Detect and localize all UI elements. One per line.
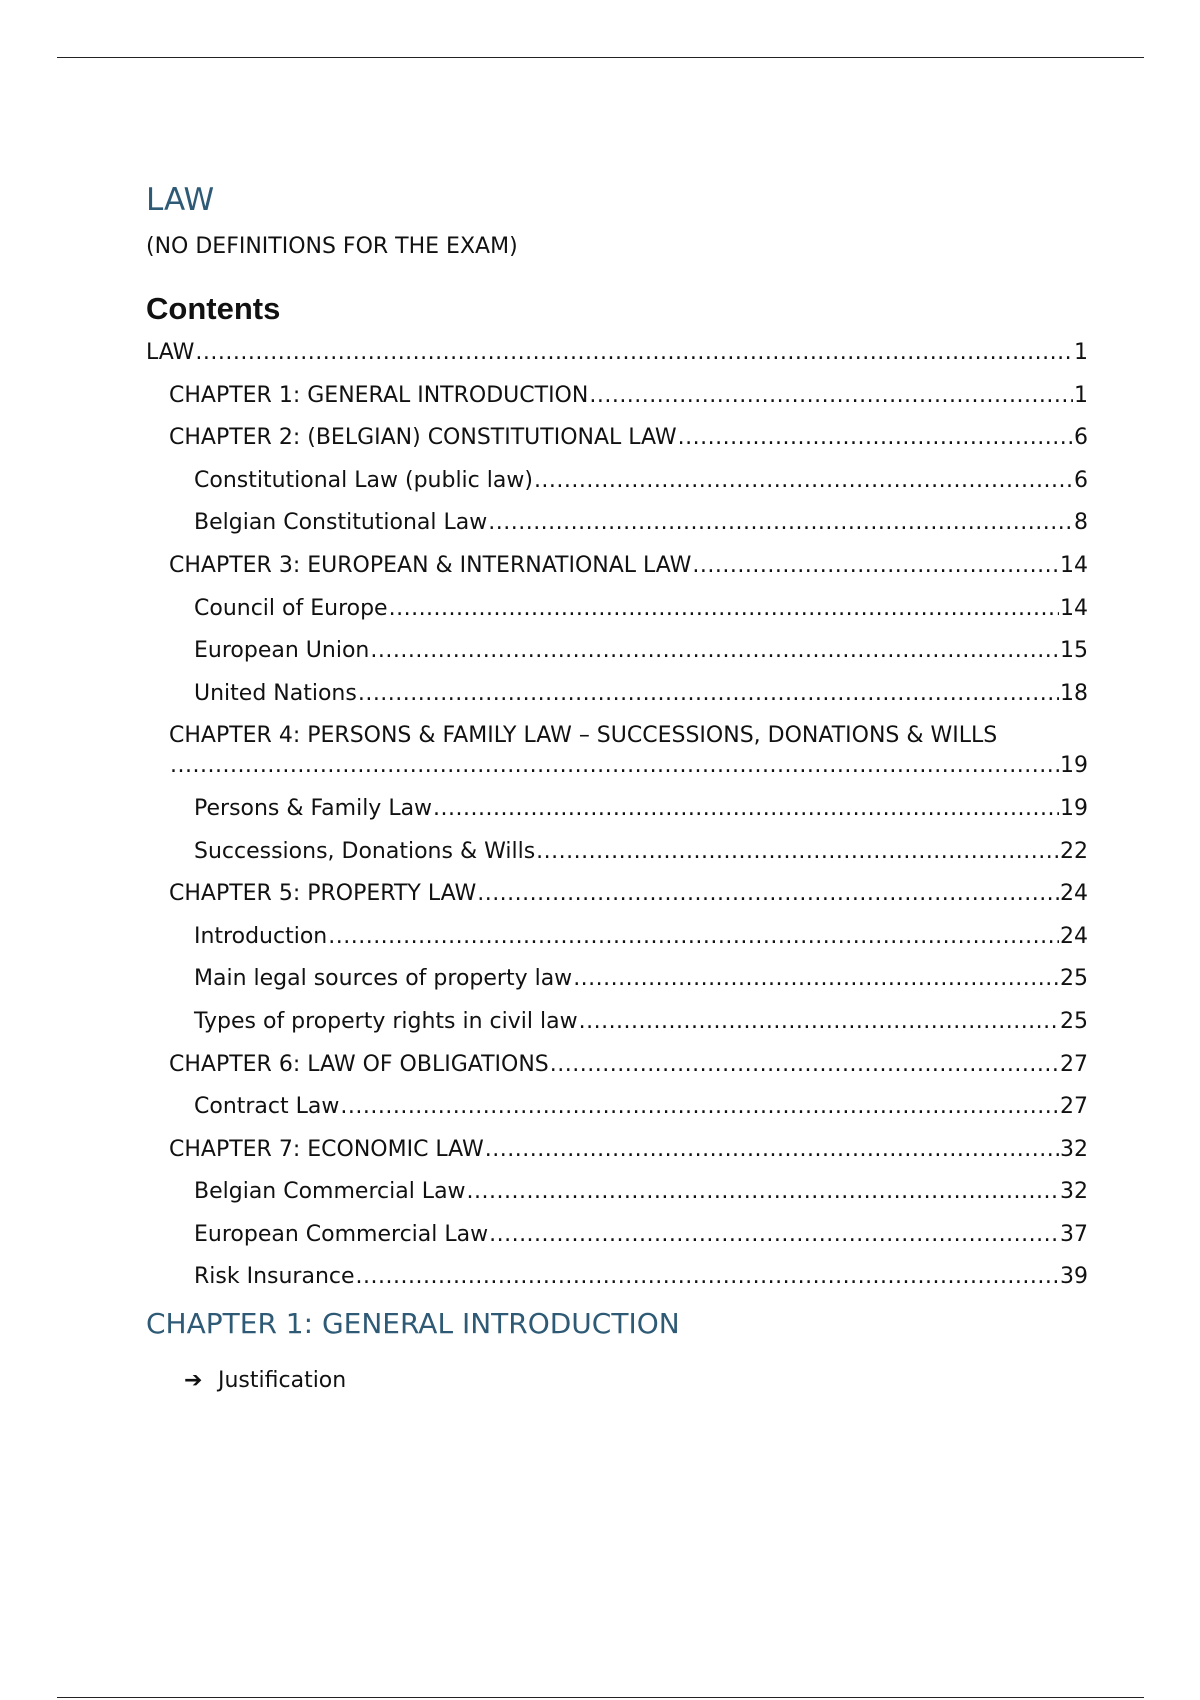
toc-entry-label: Persons & Family Law: [194, 795, 433, 821]
toc-entry[interactable]: [146, 466, 1088, 496]
toc-entry-page: 14: [1060, 552, 1088, 578]
toc-entry-label: Belgian Constitutional Law: [194, 510, 488, 536]
toc-entry-label: CHAPTER 7: ECONOMIC LAW: [169, 1136, 484, 1162]
toc-entry[interactable]: [146, 721, 1088, 781]
toc-entry[interactable]: [146, 922, 1088, 952]
toc-entry-label: CHAPTER 1: GENERAL INTRODUCTION: [169, 382, 589, 408]
toc-entry-label: CHAPTER 5: PROPERTY LAW: [169, 881, 477, 907]
toc-entry-page: 8: [1074, 510, 1088, 536]
toc-entry-page: 24: [1060, 881, 1088, 907]
toc-entry-label: Constitutional Law (public law): [194, 467, 533, 493]
toc-entry-label: Contract Law: [194, 1094, 340, 1120]
toc-entry-page: 14: [1060, 595, 1088, 621]
toc-dot-leader: [433, 794, 1059, 824]
footer-rule: [57, 1697, 1144, 1698]
toc-entry[interactable]: [146, 508, 1088, 538]
toc-entry-label: CHAPTER 4: PERSONS & FAMILY LAW – SUCCESSIONS, DONATIONS & WILLS: [169, 723, 998, 749]
toc-entry[interactable]: [146, 1007, 1088, 1037]
toc-entry[interactable]: [146, 423, 1088, 453]
toc-entry-label: LAW: [146, 340, 195, 365]
arrow-right-icon: ➔: [184, 1368, 203, 1394]
toc-entry[interactable]: [146, 794, 1088, 824]
header-rule: [57, 57, 1144, 58]
toc-entry-page: 24: [1060, 923, 1088, 949]
toc-entry-continuation: [169, 751, 1088, 781]
toc-dot-leader: [536, 837, 1059, 867]
toc-dot-leader: [678, 423, 1073, 453]
toc-dot-leader: [485, 1135, 1059, 1165]
toc-entry[interactable]: [146, 964, 1088, 994]
toc-dot-leader: [692, 551, 1059, 581]
toc-dot-leader: [195, 338, 1073, 368]
toc-entry-page: 6: [1074, 467, 1088, 493]
toc-entry-label: CHAPTER 3: EUROPEAN & INTERNATIONAL LAW: [169, 552, 692, 578]
page-content: [146, 180, 1088, 1396]
toc-dot-leader: [370, 636, 1059, 666]
toc-dot-leader: [579, 1007, 1059, 1037]
toc-entry-page: 1: [1074, 382, 1088, 408]
toc-entry-label: European Commercial Law: [194, 1221, 489, 1247]
document-subtitle: (NO DEFINITIONS FOR THE EXAM): [146, 234, 518, 259]
toc-entry-label: Council of Europe: [194, 595, 388, 621]
toc-entry[interactable]: [146, 1050, 1088, 1080]
toc-dot-leader: [534, 466, 1073, 496]
toc-entry-label: Risk Insurance: [194, 1264, 355, 1290]
toc-entry-page: 6: [1074, 425, 1088, 451]
toc-entry-label: Introduction: [194, 923, 328, 949]
toc-dot-leader: [340, 1092, 1059, 1122]
toc-entry[interactable]: [146, 1135, 1088, 1165]
toc-entry-page: 39: [1060, 1264, 1088, 1290]
toc-dot-leader: [328, 922, 1059, 952]
toc-entry-page: 25: [1060, 966, 1088, 992]
toc-entry[interactable]: [146, 636, 1088, 666]
toc-entry-page: 27: [1060, 1094, 1088, 1120]
toc-entry[interactable]: [146, 1177, 1088, 1207]
toc-dot-leader: [550, 1050, 1059, 1080]
toc-dot-leader: [358, 679, 1059, 709]
toc-entry-label: CHAPTER 2: (BELGIAN) CONSTITUTIONAL LAW: [169, 425, 677, 451]
toc-entry-page: 32: [1060, 1136, 1088, 1162]
contents-heading: Contents: [146, 291, 281, 326]
toc-entry[interactable]: [146, 837, 1088, 867]
toc-entry-page: 15: [1060, 638, 1088, 664]
document-title: LAW: [146, 182, 215, 218]
toc-dot-leader: [589, 381, 1073, 411]
toc-dot-leader: [356, 1262, 1059, 1292]
toc-dot-leader: [489, 1220, 1059, 1250]
toc-entry-label: Types of property rights in civil law: [194, 1008, 578, 1034]
toc-entry-page: 18: [1060, 680, 1088, 706]
toc-entry-page: 22: [1060, 838, 1088, 864]
toc-dot-leader: [477, 879, 1059, 909]
toc-entry-page: 37: [1060, 1221, 1088, 1247]
toc-dot-leader: [573, 964, 1059, 994]
toc-entry[interactable]: [146, 594, 1088, 624]
toc-entry[interactable]: [146, 1092, 1088, 1122]
chapter-heading: CHAPTER 1: GENERAL INTRODUCTION: [146, 1307, 680, 1341]
toc-entry[interactable]: [146, 1220, 1088, 1250]
toc-dot-leader: [170, 751, 1059, 781]
toc-entry[interactable]: [146, 879, 1088, 909]
toc-entry-page: 27: [1060, 1051, 1088, 1077]
toc-entry-page: 32: [1060, 1179, 1088, 1205]
toc-entry[interactable]: [146, 338, 1088, 368]
toc-entry-label: Successions, Donations & Wills: [194, 838, 536, 864]
toc-entry[interactable]: [146, 551, 1088, 581]
toc-dot-leader: [488, 508, 1073, 538]
toc-dot-leader: [389, 594, 1059, 624]
toc-entry[interactable]: [146, 1262, 1088, 1292]
toc-entry[interactable]: [146, 679, 1088, 709]
toc-entry-page: 19: [1060, 753, 1088, 779]
toc-entry-label: Belgian Commercial Law: [194, 1179, 466, 1205]
bullet-item: [146, 1366, 1088, 1396]
toc-entry-page: 19: [1060, 795, 1088, 821]
toc-dot-leader: [467, 1177, 1059, 1207]
toc-entry-label: European Union: [194, 638, 370, 664]
toc-entry-label: United Nations: [194, 680, 357, 706]
bullet-text: Justification: [218, 1368, 347, 1394]
toc-entry-label: Main legal sources of property law: [194, 966, 573, 992]
toc-entry-label: CHAPTER 6: LAW OF OBLIGATIONS: [169, 1051, 549, 1077]
toc-entry-page: 1: [1074, 340, 1088, 365]
toc-entry-page: 25: [1060, 1008, 1088, 1034]
table-of-contents: [146, 338, 1088, 1292]
toc-entry[interactable]: [146, 381, 1088, 411]
